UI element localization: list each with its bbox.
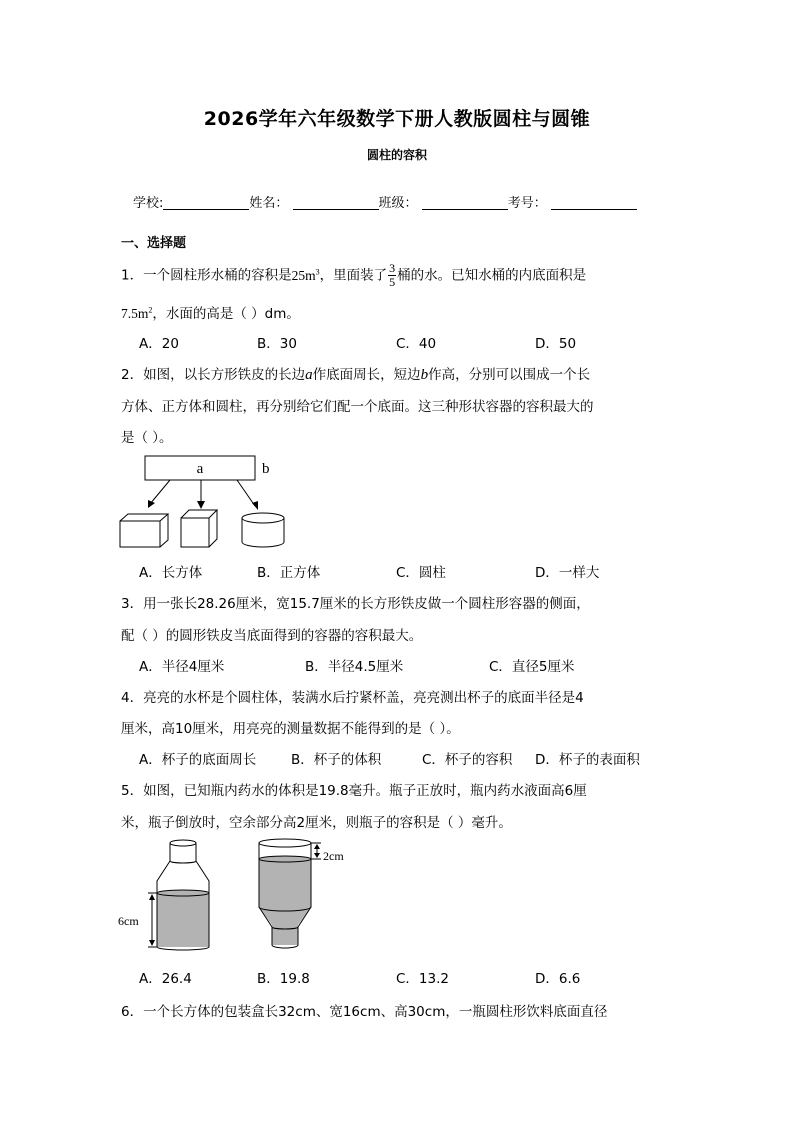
q4-option-a[interactable]: A．杯子的底面周长 (139, 752, 257, 768)
q1-text-c: 桶的水。已知水桶的内底面积是 (397, 267, 587, 284)
inverted-bottle (259, 839, 311, 948)
q5-figure (115, 835, 375, 960)
height-2cm-marker (311, 843, 321, 859)
name-field[interactable] (293, 195, 379, 210)
q2-option-c[interactable]: C．圆柱 (396, 565, 446, 581)
q3-option-a[interactable]: A．半径4厘米 (139, 659, 225, 675)
q5-option-c[interactable]: C．13.2 (396, 971, 449, 987)
q3-option-c[interactable]: C．直径5厘米 (489, 659, 575, 675)
question-4-line-2: 厘米，高10厘米，用亮亮的测量数据不能得到的是（ ）。 (121, 721, 460, 737)
q4-option-b[interactable]: B．杯子的体积 (291, 752, 382, 768)
question-1-line-1 (121, 262, 586, 289)
q4-option-c[interactable]: C．杯子的容积 (422, 752, 513, 768)
height-6cm-marker (148, 893, 157, 947)
question-1-line-2 (121, 302, 300, 322)
question-3-line-2: 配（ ）的圆形铁皮当底面得到的容器的容积最大。 (121, 628, 423, 644)
q1-option-a[interactable]: A．20 (139, 336, 179, 352)
q2-option-d[interactable]: D．一样大 (535, 565, 600, 581)
q2-option-a[interactable]: A．长方体 (139, 565, 203, 581)
name-label: 姓名： (249, 196, 289, 211)
label-2cm: 2cm (323, 849, 344, 863)
q1-area: $7.5m^2$ (121, 305, 153, 321)
label-b: b (262, 461, 270, 477)
number-label: 考号： (507, 196, 547, 211)
q3-option-b[interactable]: B．半径4.5厘米 (305, 659, 404, 675)
q5-option-b[interactable]: B．19.8 (257, 971, 310, 987)
question-3-line-1: 3．用一张长28.26厘米，宽15.7厘米的长方形铁皮做一个圆柱形容器的侧面， (121, 596, 590, 612)
q5-option-a[interactable]: A．26.4 (139, 971, 192, 987)
upright-bottle (157, 840, 209, 950)
question-5-line-2: 米，瓶子倒放时，空余部分高2厘米，则瓶子的容积是（ ）毫升。 (121, 815, 512, 831)
question-2-line-2: 方体、正方体和圆柱，再分别给它们配一个底面。这三种形状容器的容积最大的 (121, 399, 594, 415)
q2-text-c: 作高，分别可以围成一个长 (428, 367, 591, 383)
cube-shape (181, 510, 217, 547)
exam-number-field[interactable] (551, 195, 637, 210)
label-6cm: 6cm (118, 914, 139, 928)
question-2-line-1 (121, 363, 590, 384)
page-title: 2026学年六年级数学下册人教版圆柱与圆锥 (203, 108, 591, 130)
q1-text-a: 1．一个圆柱形水桶的容积是 (121, 267, 292, 284)
school-label: 学校: (133, 196, 164, 211)
q1-text-d: ，水面的高是（ ）dm。 (152, 306, 300, 322)
class-label: 班级： (378, 196, 418, 211)
question-4-line-1: 4．亮亮的水杯是个圆柱体，装满水后拧紧杯盖，亮亮测出杯子的底面半径是4 (121, 690, 584, 706)
q4-option-d[interactable]: D．杯子的表面积 (535, 752, 640, 768)
q5-option-d[interactable]: D．6.6 (535, 971, 581, 987)
q1-option-d[interactable]: D．50 (535, 336, 577, 352)
question-5-line-1: 5．如图，已知瓶内药水的体积是19.8毫升。瓶子正放时，瓶内药水液面高6厘 (121, 783, 587, 799)
q1-fraction: $\frac{3}{5}$ (389, 261, 396, 289)
section-heading: 一、选择题 (121, 236, 187, 251)
question-2-line-3: 是（ ）。 (121, 430, 173, 446)
q2-text-a: 2．如图，以长方形铁皮的长边 (121, 367, 306, 383)
cuboid-shape (120, 514, 168, 547)
class-field[interactable] (422, 195, 508, 210)
question-6-line-1: 6．一个长方体的包装盒长32cm、宽16cm、高30cm，一瓶圆柱形饮料底面直径 (121, 1004, 608, 1020)
q1-text-b: ，里面装了 (319, 267, 388, 284)
q2-var-b: b (420, 367, 429, 383)
q2-option-b[interactable]: B．正方体 (257, 565, 321, 581)
q1-volume: $25m^3$ (291, 267, 320, 283)
q2-figure (115, 450, 295, 555)
page-subtitle: 圆柱的容积 (366, 148, 427, 162)
q2-text-b: 作底面周长，短边 (312, 367, 421, 383)
q2-var-a: a (305, 367, 313, 383)
school-field[interactable] (163, 195, 249, 210)
q1-option-c[interactable]: C．40 (396, 336, 437, 352)
q1-option-b[interactable]: B．30 (257, 336, 297, 352)
student-info-line (133, 192, 637, 211)
cylinder-shape (242, 513, 284, 547)
label-a: a (196, 461, 204, 477)
